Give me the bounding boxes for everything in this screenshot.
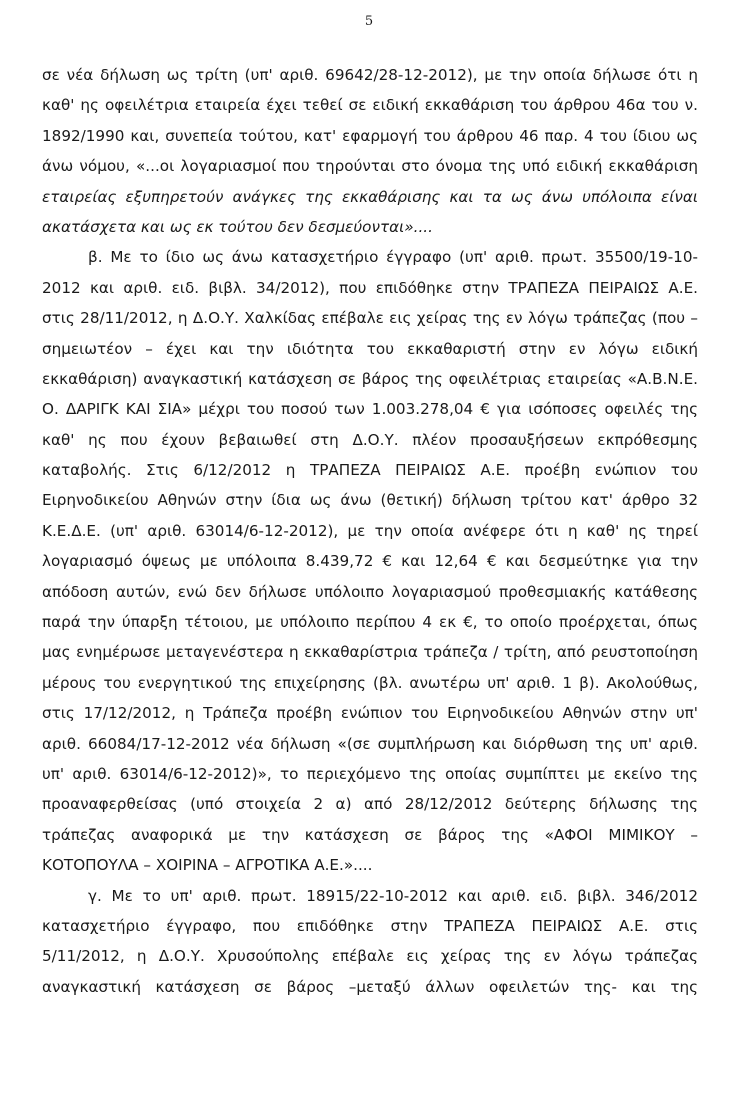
text-line: στις 28/11/2012, η Δ.Ο.Υ. Χαλκίδας επέβαλε εις χείρας της εν λόγω τράπεζας (που –	[42, 309, 698, 328]
text-line: 1892/1990 και, συνεπεία τούτου, κατ' εφαρμογή του άρθρου 46 παρ. 4 του ίδιου ως	[42, 126, 698, 145]
text-line: μέρους του ενεργητικού της επιχείρησης (βλ. ανωτέρω υπ' αριθ. 1 β). Ακολούθως,	[42, 673, 698, 692]
text-line: εκκαθάριση) αναγκαστική κατάσχεση σε βάρος της οφειλέτριας εταιρείας «Α.Β.Ν.Ε.	[42, 369, 698, 388]
text-line: Κ.Ε.Δ.Ε. (υπ' αριθ. 63014/6-12-2012), με την οποία ανέφερε ότι η καθ' ης τηρεί	[42, 521, 698, 540]
text-line: κατασχετήριο έγγραφο, που επιδόθηκε στην ΤΡΑΠΕΖΑ ΠΕΙΡΑΙΩΣ Α.Ε. στις	[42, 916, 698, 935]
text-line: σε νέα δήλωση ως τρίτη (υπ' αριθ. 69642/28-12-2012), με την οποία δήλωσε ότι η	[42, 66, 698, 84]
text-line: Ειρηνοδικείου Αθηνών στην ίδια ως άνω (θετική) δήλωση τρίτου κατ' άρθρο 32	[42, 491, 698, 510]
text-line: αριθ. 66084/17-12-2012 νέα δήλωση «(σε συμπλήρωση και διόρθωση της υπ' αριθ.	[42, 734, 698, 753]
quoted-text-line: εταιρείας εξυπηρετούν ανάγκες της εκκαθάρισης και τα ως άνω υπόλοιπα είναι	[42, 187, 698, 206]
text-line: σημειωτέον – έχει και την ιδιότητα του εκκαθαριστή στην εν λόγω ειδική	[42, 339, 698, 358]
text-line: παρά την ύπαρξη τέτοιου, με υπόλοιπο περίπου 4 εκ €, το οποίο προέρχεται, όπως	[42, 613, 698, 632]
text-line: απόδοση αυτών, ενώ δεν δήλωσε υπόλοιπο λογαριασμού προθεσμιακής κατάθεσης	[42, 582, 698, 601]
text-line: ΚΟΤΟΠΟΥΛΑ – ΧΟΙΡΙΝΑ – ΑΓΡΟΤΙΚΑ Α.Ε.»....	[42, 856, 373, 875]
quoted-text-line: ακατάσχετα και ως εκ τούτου δεν δεσμεύονται»....	[42, 217, 433, 236]
text-line: στις 17/12/2012, η Τράπεζα προέβη ενώπιον του Ειρηνοδικείου Αθηνών στην υπ'	[42, 704, 698, 723]
text-line: τράπεζας αναφορικά με την κατάσχεση σε βάρος της «ΑΦΟΙ ΜΙΜΙΚΟΥ –	[42, 825, 698, 844]
text-line: υπ' αριθ. 63014/6-12-2012)», το περιεχόμενο της οποίας συμπίπτει με εκείνο της	[42, 764, 698, 783]
text-line: αναγκαστική κατάσχεση σε βάρος –μεταξύ άλλων οφειλετών της- και της	[42, 977, 698, 996]
text-line: καταβολής. Στις 6/12/2012 η ΤΡΑΠΕΖΑ ΠΕΙΡΑΙΩΣ Α.Ε. προέβη ενώπιον του	[42, 461, 698, 480]
text-line: άνω νόμου, «...οι λογαριασμοί που τηρούνται στο όνομα της υπό ειδική εκκαθάριση	[42, 157, 698, 176]
text-line: 5/11/2012, η Δ.Ο.Υ. Χρυσούπολης επέβαλε εις χείρας της εν λόγω τράπεζας	[42, 947, 698, 966]
document-body	[42, 60, 698, 1002]
paragraph-c-start: γ. Με το υπ' αριθ. πρωτ. 18915/22-10-2012 και αριθ. ειδ. βιβλ. 346/2012	[88, 886, 698, 905]
paragraph-b-start: β. Με το ίδιο ως άνω κατασχετήριο έγγραφο (υπ' αριθ. πρωτ. 35500/19-10-	[88, 248, 698, 267]
text-line: καθ' ης που έχουν βεβαιωθεί στη Δ.Ο.Υ. πλέον προσαυξήσεων εκπρόθεσμης	[42, 430, 698, 449]
text-line: προαναφερθείσας (υπό στοιχεία 2 α) από 28/12/2012 δεύτερης δήλωσης της	[42, 795, 698, 814]
page-number: 5	[364, 14, 374, 29]
text-line: Ο. ΔΑΡΙΓΚ ΚΑΙ ΣΙΑ» μέχρι του ποσού των 1.003.278,04 € για ισόποσες οφειλές της	[42, 400, 698, 419]
text-line: λογαριασμό όψεως με υπόλοιπα 8.439,72 € και 12,64 € και δεσμεύτηκε για την	[42, 552, 698, 571]
text-line: 2012 και αριθ. ειδ. βιβλ. 34/2012), που επιδόθηκε στην ΤΡΑΠΕΖΑ ΠΕΙΡΑΙΩΣ Α.Ε.	[42, 278, 698, 297]
text-line: μας ενημέρωσε μεταγενέστερα η εκκαθαρίστρια τράπεζα / τρίτη, από ρευστοποίηση	[42, 643, 698, 662]
text-line: καθ' ης οφειλέτρια εταιρεία έχει τεθεί σε ειδική εκκαθάριση του άρθρου 46α του ν.	[42, 96, 698, 115]
